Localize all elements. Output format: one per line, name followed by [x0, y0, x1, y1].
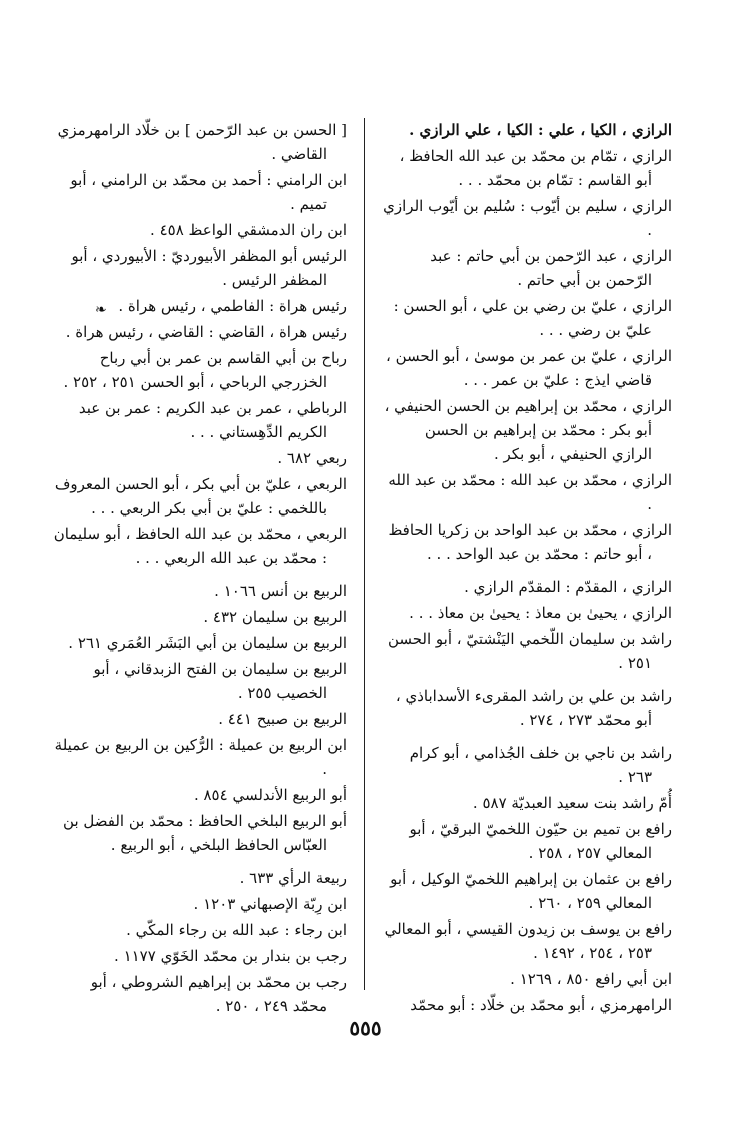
- index-entry: رافع بن يوسف بن زيدون القيسي ، أبو المعالي ٢٥٣ ، ٢٥٤ ، ١٤٩٢ .: [384, 920, 672, 962]
- index-entry: الرازي ، سليم بن أيّوب : سُليم بن أيّوب الرازي .: [383, 197, 672, 239]
- index-entry: رجب بن محمّد بن إبراهيم الشروطي ، أبو محمّد ٢٤٩ ، ٢٥٠ .: [90, 973, 347, 1015]
- index-entry: الرازي ، المقدّم : المقدّم الرازي .: [464, 578, 672, 596]
- index-entry: ربعي ٦٨٢ .: [277, 449, 347, 467]
- marginal-mark-icon: ❧: [95, 302, 107, 318]
- index-entry: ابن رِبّة الإصبهاني ١٢٠٣ .: [193, 895, 347, 913]
- index-entry: رئيس هراة : الفاطمي ، رئيس هراة .: [118, 297, 347, 315]
- index-column-left: [52, 118, 347, 1020]
- index-entry: رباح بن أبي القاسم بن عمر بن أبي رباح الخزرجي الرباحي ، أبو الحسن ٢٥١ ، ٢٥٢ .: [63, 349, 347, 391]
- index-entry: أبو الربيع البلخي الحافظ : محمّد بن الفضل بن العبّاس الحافظ البلخي ، أبو الربيع .: [63, 812, 347, 854]
- index-entry: الرازي ، يحيىٰ بن معاذ : يحيىٰ بن معاذ . . .: [409, 604, 672, 622]
- index-entry: ابن أبي رافع ٨٥٠ ، ١٢٦٩ .: [510, 970, 672, 988]
- index-entry: رافع بن تميم بن حيّون اللخميّ البرقيّ ، أبو المعالي ٢٥٧ ، ٢٥٨ .: [409, 820, 672, 862]
- index-entry: الربيع بن صبيح ٤٤١ .: [218, 710, 347, 728]
- index-entry: الربيع بن سليمان ٤٣٢ .: [203, 608, 347, 626]
- column-divider: [364, 118, 365, 990]
- index-entry: الرازي ، محمّد بن عبد الله : محمّد بن عبد الله .: [388, 471, 672, 513]
- index-entry: ربيعة الرأي ٦٣٣ .: [239, 869, 347, 887]
- index-entry: [ الحسن بن عبد الرّحمن ] بن خلّاد الرامهرمزي القاضي .: [57, 121, 347, 163]
- index-entry: رئيس هراة ، القاضي : القاضي ، رئيس هراة .: [65, 323, 347, 341]
- index-entry: رافع بن عثمان بن إبراهيم اللخميّ الوكيل ، أبو المعالي ٢٥٩ ، ٢٦٠ .: [390, 870, 672, 912]
- index-entry: الرباطي ، عمر بن عبد الكريم : عمر بن عبد الكريم الدِّهِستاني . . .: [78, 399, 347, 441]
- index-entry: ابن الربيع بن عميلة : الرُّكين بن الربيع بن عميلة .: [54, 736, 347, 778]
- index-entry: راشد بن علي بن راشد المقرىء الأسداباذي ، أبو محمّد ٢٧٣ ، ٢٧٤ .: [395, 687, 672, 729]
- index-entry: الرازي ، الكيا ، علي : الكيا ، علي الرازي .: [409, 121, 672, 139]
- index-entry: ابن ران الدمشقي الواعظ ٤٥٨ .: [150, 221, 347, 239]
- index-entry: الربعي ، عليّ بن أبي بكر ، أبو الحسن المعروف باللخمي : عليّ بن أبي بكر الربعي . . .: [54, 475, 347, 517]
- index-entry: الرئيس أبو المظفر الأبيورديّ : الأبيوردي ، أبو المظفر الرئيس .: [71, 247, 347, 289]
- index-entry: راشد بن سليمان اللّخمي اليَنْشتيّ ، أبو الحسن ٢٥١ .: [387, 630, 672, 672]
- index-entry: الرازي ، محمّد بن عبد الواحد بن زكريا الحافظ ، أبو حاتم : محمّد بن عبد الواحد . . .: [388, 521, 672, 563]
- page-number: ٥٥٥: [349, 1016, 382, 1040]
- index-entry: الربعي ، محمّد بن عبد الله الحافظ ، أبو سليمان : محمّد بن عبد الله الربعي . . .: [53, 525, 347, 567]
- index-column-right: [382, 118, 672, 1019]
- index-entry: الربيع بن أنس ١٠٦٦ .: [214, 582, 347, 600]
- index-entry: أُمّ راشد بنت سعيد العبديّة ٥٨٧ .: [472, 794, 672, 812]
- index-entry: الرازي ، محمّد بن إبراهيم بن الحسن الحنيفي ، أبو بكر : محمّد بن إبراهيم بن الحسن الرازي الحنيفي ، أبو بكر .: [384, 397, 672, 463]
- index-entry: أبو الربيع الأندلسي ٨٥٤ .: [193, 786, 347, 804]
- index-entry: الرامهرمزي ، أبو محمّد بن خلّاد : أبو محمّد: [410, 996, 672, 1014]
- index-entry: الرازي ، عبد الرّحمن بن أبي حاتم : عبد الرّحمن بن أبي حاتم .: [430, 247, 672, 289]
- index-entry: الرازي ، تمّام بن محمّد بن عبد الله الحافظ ، أبو القاسم : تمّام بن محمّد . . .: [399, 147, 672, 189]
- index-entry: ابن الرامني : أحمد بن محمّد بن الرامني ، أبو تميم .: [70, 171, 347, 213]
- index-entry: الربيع بن سليمان بن الفتح الزبدقاني ، أبو الخصيب ٢٥٥ .: [93, 660, 347, 702]
- index-entry: رجب بن بندار بن محمّد الخَوّي ١١٧٧ .: [114, 947, 347, 965]
- index-entry: الرازي ، عليّ بن رضي بن علي ، أبو الحسن : عليّ بن رضي . . .: [393, 297, 672, 339]
- index-entry: الرازي ، عليّ بن عمر بن موسىٰ ، أبو الحسن ، قاضي ايذج : عليّ بن عمر . . .: [385, 347, 672, 389]
- index-entry: الربيع بن سليمان بن أبي البَشَر العُمَري ٢٦١ .: [68, 634, 347, 652]
- index-entry: ابن رجاء : عبد الله بن رجاء المكّي .: [126, 921, 347, 939]
- index-entry: راشد بن ناجي بن خلف الجُذامي ، أبو كرام ٢٦٣ .: [409, 744, 672, 786]
